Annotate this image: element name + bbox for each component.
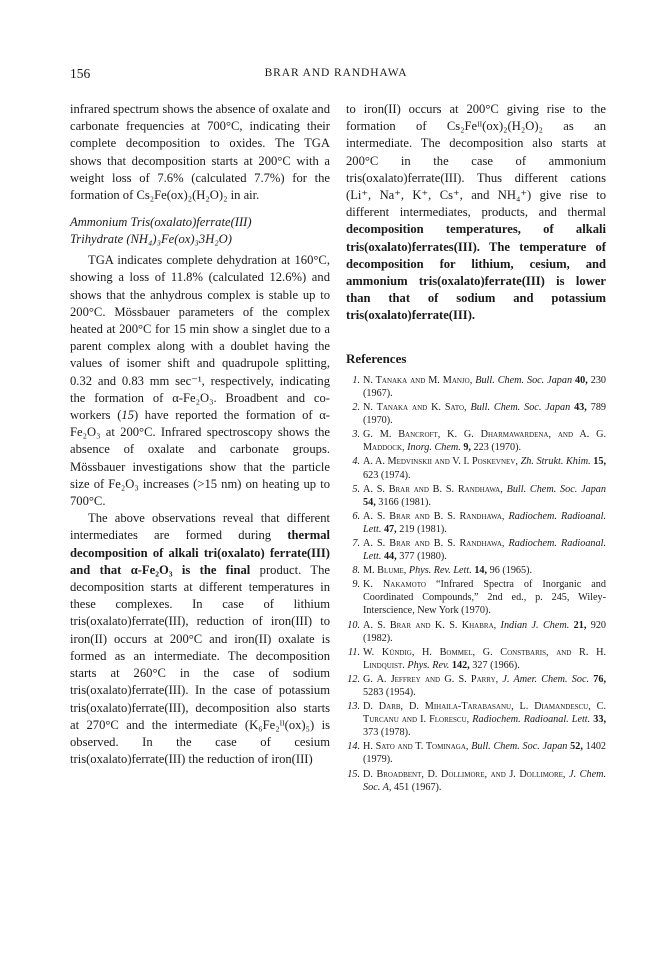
- references-heading: References: [346, 350, 407, 366]
- reference-journal: Bull. Chem. Soc. Japan: [475, 374, 576, 386]
- reference-volume: 76,: [593, 673, 606, 685]
- section-subheading: [70, 214, 330, 248]
- reference-number: 6.: [352, 510, 360, 522]
- running-head: BRAR AND RANDHAWA: [264, 67, 408, 79]
- reference-authors: A. S. Brar and B. S. Randhawa,: [363, 510, 509, 522]
- reference-item: [346, 564, 606, 577]
- reference-authors: G. A. Jeffrey and G. S. Parry,: [363, 673, 503, 685]
- reference-volume: 40,: [575, 374, 591, 386]
- reference-authors: A. S. Brar and B. S. Randhawa,: [363, 537, 509, 549]
- reference-details: 96 (1965).: [489, 565, 533, 577]
- reference-item: [346, 646, 606, 672]
- reference-item: [346, 374, 606, 400]
- reference-volume: 43,: [574, 402, 591, 414]
- reference-item: [346, 483, 606, 509]
- reference-number: 12.: [347, 673, 360, 685]
- citation[interactable]: 15: [121, 408, 134, 423]
- reference-number: 7.: [352, 537, 360, 549]
- reference-details: 327 (1966).: [472, 659, 520, 671]
- reference-journal: J. Amer. Chem. Soc.: [502, 673, 594, 685]
- reference-number: 13.: [347, 701, 360, 713]
- reference-volume: 47,: [383, 523, 400, 535]
- paragraph: TGA indicates complete dehydration at 160°C, showing a loss of 11.8% (calculated 12.6%) and shows that the anhydrous complex is stable up to 200°C. Mössbauer parameters of the complex heated at 200°C for 15 min show a singlet due to a parent complex along with a doublet having the values of isomer shift and quadrupole splitting, 0.32 and 0.83 mm sec⁻¹, respectively, indicating the formation of α-Fe₂O₃. Broadbent and co-workers (15) have reported the formation of α-Fe₂O₃ at 200°C. Infrared spectroscopy shows the absence of oxalate and carbonate groups. Mössbauer investigations show that the particle size of Fe₂O₃ increases (>15 nm) on heating up to 700°C.: [70, 253, 330, 509]
- reference-authors: D. Darb, D. Mihaila-Tarabasanu, L. Diamandescu, C. Turcanu and I. Florescu,: [363, 701, 606, 726]
- reference-journal: Radiochem. Radioanal. Lett.: [363, 537, 606, 563]
- reference-journal: J. Chem. Soc. A,: [363, 768, 606, 793]
- reference-details: 451 (1967).: [393, 781, 442, 793]
- reference-details: 377 (1980).: [399, 551, 447, 563]
- reference-number: 8.: [352, 565, 360, 577]
- reference-details: 223 (1970).: [473, 442, 522, 454]
- reference-journal: Radiochem. Radioanal. Lett.: [363, 510, 606, 535]
- reference-journal: Bull. Chem. Soc. Japan: [470, 402, 575, 414]
- reference-details: “Infrared Spectra of Inorganic and Coordinated Compounds,” 2nd ed., p. 245, Wiley-Interscience, New York (1970).: [363, 579, 606, 617]
- reference-number: 5.: [352, 483, 360, 495]
- reference-authors: D. Broadbent, D. Dollimore, and J. Dollimore,: [363, 768, 570, 780]
- reference-journal: Phys. Rev.: [407, 659, 452, 671]
- paragraph: to iron(II) occurs at 200°C giving rise to the formation of Cs₂Feᴵᴵ(ox)₂(H₂O)₂ as an intermediate. The decomposition also starts at 200°C in the case of ammonium tris(oxalato)ferrate(III). Thus different cations (Li⁺, Na⁺, K⁺, Cs⁺, and NH₄⁺) give rise to different intermediates, products, and thermal decomposition temperatures, of alkali tris(oxalato)ferrates(III). The temperature of decomposition for lithium, cesium, and ammonium tris(oxalato)ferrate(III) is lower than that of sodium and potassium tris(oxalato)ferrate(III).: [346, 102, 606, 323]
- reference-number: 14.: [347, 741, 360, 753]
- reference-details: 3166 (1981).: [378, 496, 431, 508]
- reference-details: 230 (1967).: [363, 374, 606, 399]
- reference-item: [346, 455, 606, 481]
- reference-details: 373 (1978).: [363, 727, 411, 739]
- reference-volume: 33,: [593, 714, 606, 726]
- reference-details: 219 (1981).: [399, 523, 447, 535]
- reference-authors: M. Blume,: [363, 565, 409, 577]
- reference-authors: A. S. Brar and B. S. Randhawa,: [363, 483, 507, 495]
- reference-details: 789 (1970).: [363, 402, 606, 427]
- page-number: 156: [70, 66, 91, 81]
- reference-number: 9.: [352, 579, 360, 591]
- reference-item: [346, 768, 606, 794]
- reference-volume: 14,: [474, 565, 490, 577]
- reference-authors: N. Tanaka and M. Manjo,: [363, 374, 476, 386]
- reference-authors: G. M. Bancroft, K. G. Dharmawardena, and A. G. Maddock,: [363, 429, 606, 454]
- reference-number: 4.: [352, 456, 360, 468]
- reference-volume: 15,: [593, 456, 607, 468]
- reference-item: [346, 619, 606, 645]
- reference-journal: Radiochem. Radioanal. Lett.: [472, 714, 594, 726]
- reference-item: [346, 401, 606, 427]
- reference-number: 3.: [352, 429, 360, 441]
- subheading-line: Trihydrate (NH₄)₃Fe(ox)₃3H₂O): [70, 232, 232, 247]
- reference-journal: Bull. Chem. Soc. Japan: [506, 483, 606, 495]
- reference-authors: A. A. Medvinskii and V. I. Poskevnev,: [363, 456, 521, 468]
- paragraph: infrared spectrum shows the absence of oxalate and carbonate frequencies at 700°C, indicating their complete decomposition to oxides. The TGA shows that decomposition starts at 200°C with a weight loss of 7.6% (calculated 7.7%) for the formation of Cs₂Fe(ox)₂(H₂O)₂ in air.: [70, 102, 330, 203]
- reference-volume: 52,: [570, 741, 586, 753]
- reference-item: [346, 740, 606, 766]
- reference-number: 1.: [352, 374, 360, 386]
- reference-number: 2.: [352, 402, 360, 414]
- paragraph: The above observations reveal that different intermediates are formed during thermal decomposition of alkali tri(oxalato) ferrate(III) and that α-Fe₂O₃ is the final product. The decomposition starts at different temperatures in these complexes. In case of lithium tris(oxalato)ferrate(III), reduction of iron(III) to iron(II) occurs at 200°C and iron(II) oxalate is formed as an intermediate. The decomposition starts at 260°C in the case of sodium tris(oxalato)ferrate(III). In the case of potassium tris(oxalato)ferrate(III), decomposition also starts at 270°C and the intermediate (K₆Fe₂ᴵᴵ(ox)₅) is observed. In the case of cesium tris(oxalato)ferrate(III) the reduction of iron(III): [70, 511, 330, 767]
- reference-journal: Phys. Rev. Lett.: [408, 565, 475, 577]
- reference-number: 15.: [347, 768, 360, 780]
- reference-volume: 21,: [573, 619, 591, 631]
- reference-item: [346, 578, 606, 617]
- left-column: [70, 101, 330, 768]
- reference-volume: 44,: [383, 551, 400, 563]
- reference-authors: N. Tanaka and K. Sato,: [363, 402, 471, 414]
- reference-item: [346, 428, 606, 454]
- reference-volume: 142,: [451, 659, 473, 671]
- reference-authors: A. S. Brar and K. S. Khabra,: [363, 619, 501, 631]
- reference-details: 1402 (1979).: [363, 741, 607, 766]
- reference-journal: Indian J. Chem.: [500, 619, 574, 631]
- reference-journal: Bull. Chem. Soc. Japan: [471, 741, 571, 753]
- reference-item: [346, 673, 606, 699]
- reference-details: 623 (1974).: [363, 469, 411, 481]
- reference-journal: Inorg. Chem.: [407, 442, 464, 454]
- reference-volume: 54,: [363, 496, 379, 508]
- references-list: [346, 374, 606, 794]
- reference-item: [346, 510, 606, 536]
- reference-journal: Zh. Strukt. Khim.: [520, 456, 594, 468]
- reference-number: 11.: [348, 646, 360, 658]
- subheading-line: Ammonium Tris(oxalato)ferrate(III): [70, 215, 252, 230]
- reference-authors: W. Kündig, H. Bommel, G. Constbaris, and R. H. Lindquist.: [363, 646, 606, 671]
- reference-details: 5283 (1954).: [363, 687, 416, 698]
- reference-authors: H. Sato and T. Tominaga,: [363, 741, 472, 753]
- reference-number: 10.: [347, 619, 360, 631]
- reference-item: [346, 700, 606, 739]
- reference-item: [346, 537, 606, 563]
- right-column: [346, 101, 606, 795]
- reference-details: 920 (1982).: [363, 619, 607, 644]
- reference-authors: K. Nakamoto: [363, 579, 436, 591]
- reference-volume: 9,: [463, 442, 474, 454]
